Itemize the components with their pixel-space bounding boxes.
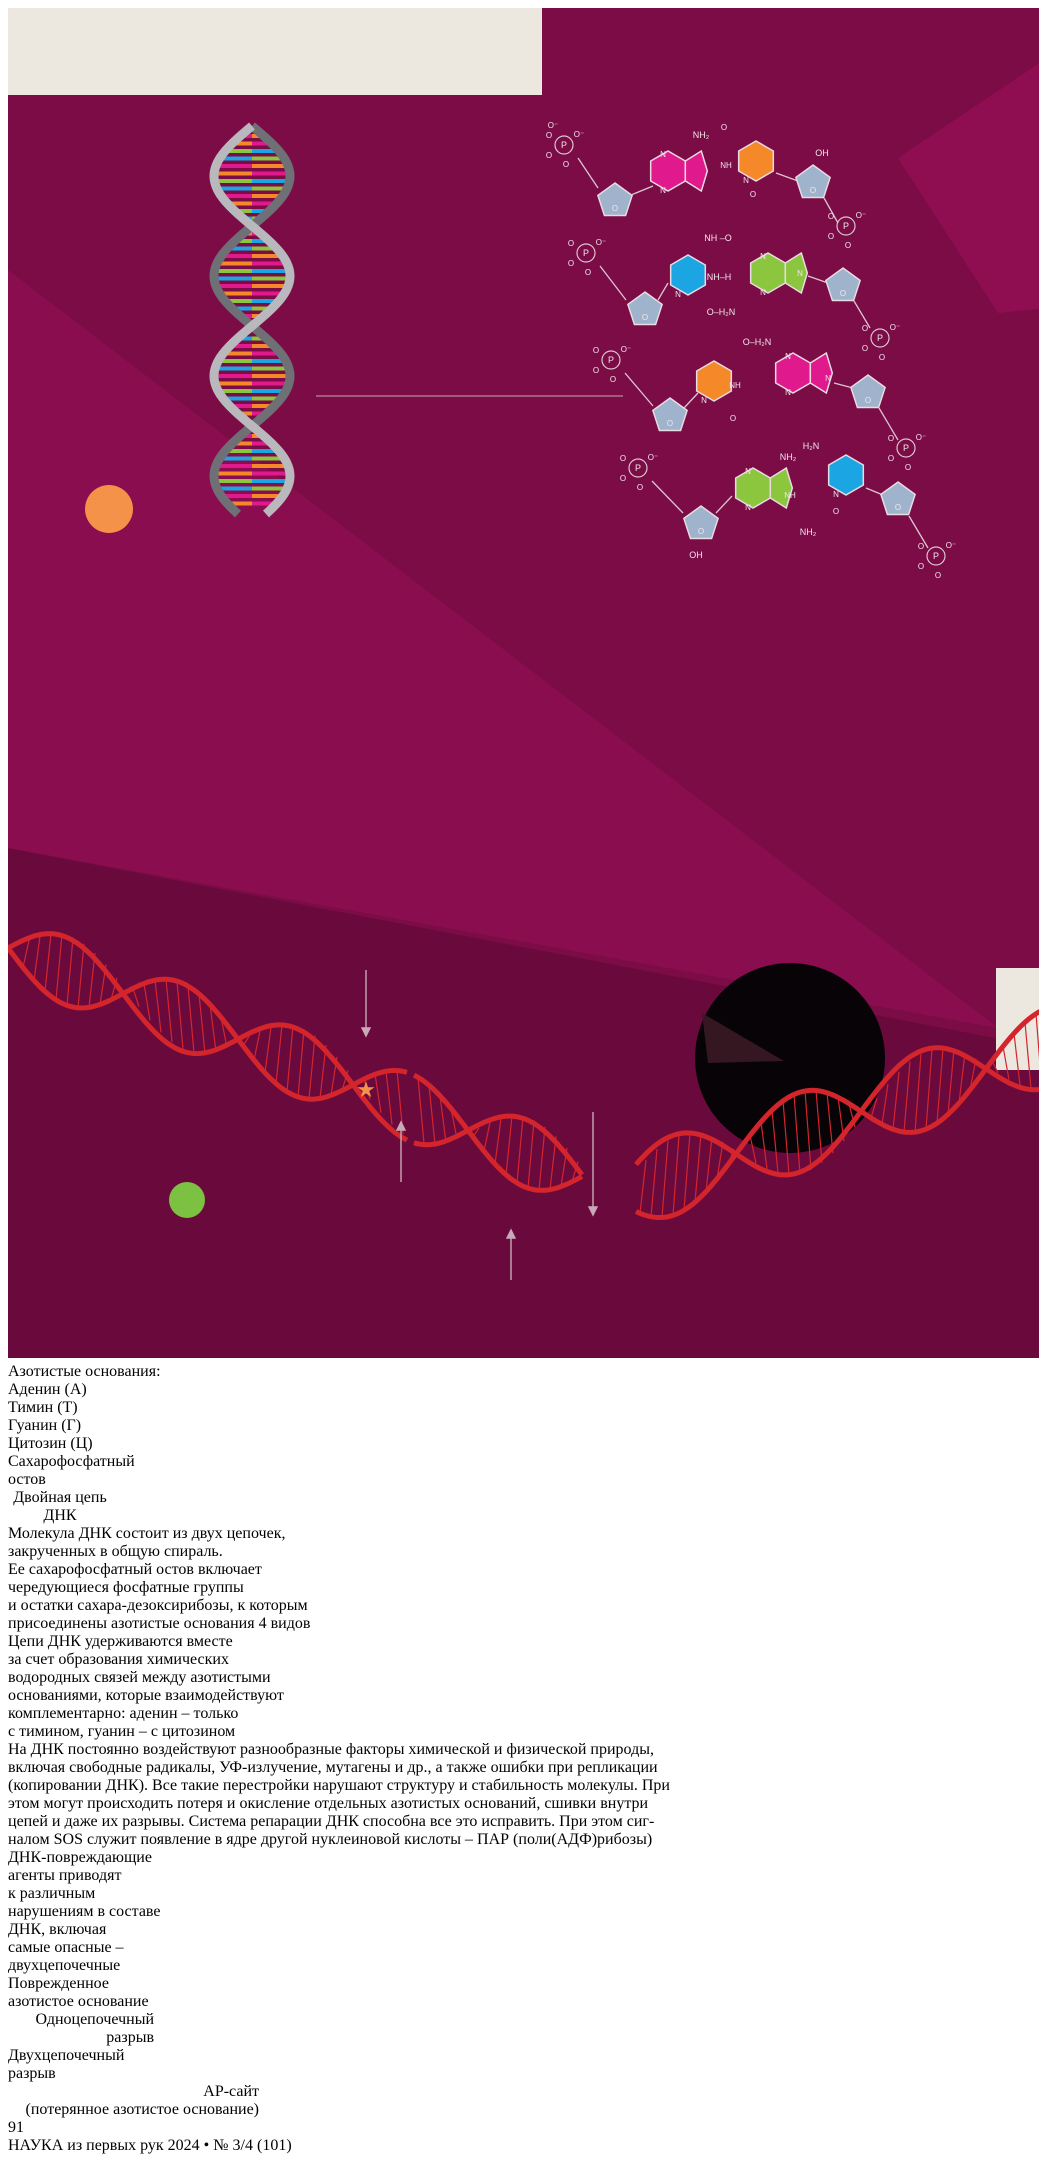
atom-label: O bbox=[861, 344, 869, 353]
atom-label: O bbox=[894, 503, 902, 512]
green-dot bbox=[169, 1182, 205, 1218]
atom-label: O–H₂N bbox=[742, 337, 772, 347]
atom-label: N bbox=[701, 396, 707, 405]
orange-dot bbox=[85, 485, 133, 533]
atom-label: O⁻ bbox=[595, 238, 607, 247]
atom-label: N bbox=[833, 490, 839, 499]
footer bbox=[8, 2137, 1031, 2155]
atom-label: N bbox=[785, 352, 791, 361]
atom-label: O⁻ bbox=[547, 121, 559, 130]
top-panel bbox=[8, 8, 542, 95]
atom-label: NH bbox=[784, 491, 796, 500]
atom-label: P bbox=[932, 551, 940, 561]
atom-label: OH bbox=[815, 148, 829, 158]
atom-label: OH bbox=[689, 550, 703, 560]
atom-label: O⁻ bbox=[945, 541, 957, 550]
atom-label: N bbox=[660, 186, 666, 195]
atom-label: O⁻ bbox=[620, 345, 632, 354]
damaged-base-label: Поврежденное азотистое основание bbox=[8, 1975, 149, 2010]
atom-label: O bbox=[887, 434, 895, 443]
atom-label: O bbox=[592, 346, 600, 355]
atom-label: O⁻ bbox=[889, 323, 901, 332]
double-strand-break-label: Двухцепочечный разрыв bbox=[8, 2047, 125, 2082]
atom-label: N bbox=[675, 290, 681, 299]
atom-label: N bbox=[743, 176, 749, 185]
background-shapes bbox=[8, 8, 1039, 1358]
atom-label: NH₂ bbox=[779, 452, 797, 462]
legend-item-thymine: Тимин (Т) bbox=[8, 1399, 78, 1416]
atom-label: O bbox=[861, 324, 869, 333]
atom-label: O bbox=[827, 212, 835, 221]
atom-label: O bbox=[832, 507, 840, 516]
atom-label: NH–H bbox=[706, 272, 732, 282]
atom-label: NH bbox=[720, 161, 732, 170]
atom-label: NH –O bbox=[704, 233, 732, 243]
nitrogen-bases-legend bbox=[8, 1363, 1031, 1453]
atom-label: O bbox=[666, 419, 674, 428]
atom-label: O bbox=[864, 396, 872, 405]
atom-label: O bbox=[720, 123, 728, 132]
atom-label: O bbox=[611, 204, 619, 213]
atom-label: O bbox=[697, 527, 705, 536]
atom-label: N bbox=[760, 252, 766, 261]
atom-label: N bbox=[797, 269, 803, 278]
atom-label: O bbox=[567, 259, 575, 268]
atom-label: P bbox=[560, 140, 568, 150]
atom-label: O bbox=[934, 571, 942, 580]
atom-label: P bbox=[876, 333, 884, 343]
atom-label: P bbox=[634, 463, 642, 473]
damaging-agents-text: ДНК-повреждающие агенты приводят к различным нарушениям в составе ДНК, включая самые опасные – двухцепочечные bbox=[8, 1849, 161, 1974]
atom-label: O⁻ bbox=[647, 453, 659, 462]
atom-label: O bbox=[545, 131, 553, 140]
atom-label: O⁻ bbox=[573, 130, 585, 139]
atom-label: N bbox=[785, 388, 791, 397]
atom-label: P bbox=[902, 443, 910, 453]
atom-label: O bbox=[592, 366, 600, 375]
atom-label: O bbox=[729, 414, 737, 423]
atom-label: O⁻ bbox=[915, 433, 927, 442]
single-strand-break-label: Одноцепочечный разрыв bbox=[35, 2011, 154, 2046]
atom-label: O bbox=[904, 463, 912, 472]
atom-label: O bbox=[641, 313, 649, 322]
atom-label: O bbox=[749, 190, 757, 199]
atom-label: O bbox=[887, 454, 895, 463]
damage-star-icon: ★ bbox=[356, 1077, 376, 1102]
atom-label: O bbox=[917, 562, 925, 571]
atom-label: O bbox=[609, 375, 617, 384]
atom-label: P bbox=[582, 248, 590, 258]
paragraph-dna-structure: Молекула ДНК состоит из двух цепочек, закрученных в общую спираль. Ее сахарофосфатный остов включает чередующиеся фосфатные группы и остатки сахара-дезоксирибозы, к которым присоединены азотистые основания 4 видов bbox=[8, 1525, 311, 1632]
backbone-label: Сахарофосфатный остов bbox=[8, 1453, 135, 1488]
atom-label: N bbox=[660, 150, 666, 159]
atom-label: O bbox=[545, 151, 553, 160]
atom-label: H₂N bbox=[802, 441, 820, 451]
atom-label: O bbox=[917, 542, 925, 551]
legend-item-guanine: Гуанин (Г) bbox=[8, 1417, 82, 1434]
atom-label: NH bbox=[729, 381, 741, 390]
atom-label: O bbox=[844, 241, 852, 250]
legend-item-adenine: Аденин (А) bbox=[8, 1381, 87, 1398]
atom-label: O bbox=[584, 268, 592, 277]
double-chain-label: Двойная цепь ДНК bbox=[13, 1489, 107, 1524]
atom-label: O bbox=[878, 353, 886, 362]
magazine-name: НАУКА из первых рук bbox=[8, 2137, 164, 2154]
ap-site-label: АР-сайт (потерянное азотистое основание) bbox=[25, 2083, 259, 2118]
legend-item-cytosine: Цитозин (Ц) bbox=[8, 1435, 93, 1452]
atom-label: N bbox=[760, 288, 766, 297]
legend-title: Азотистые основания: bbox=[8, 1363, 161, 1380]
atom-label: O bbox=[619, 474, 627, 483]
paragraph-dna-bonds: Цепи ДНК удерживаются вместе за счет образования химических водородных связей между азотистыми основаниями, которые взаимодействуют комплементарно: аденин – только с тимином, гуанин – с цитозином bbox=[8, 1633, 284, 1740]
atom-label: O bbox=[619, 454, 627, 463]
atom-label: O bbox=[809, 186, 817, 195]
atom-label: O bbox=[827, 232, 835, 241]
atom-label: P bbox=[607, 355, 615, 365]
atom-label: NH₂ bbox=[799, 527, 817, 537]
issue-number: 2024 • № 3/4 (101) bbox=[167, 2137, 292, 2154]
atom-label: O bbox=[562, 160, 570, 169]
magazine-page bbox=[8, 8, 1031, 2155]
dna-damage-paragraph: На ДНК постоянно воздействуют разнообразные факторы химической и физической природы, включая свободные радикалы, УФ-излучение, мутагены и др., а также ошибки при репликации (копировании ДНК). Все такие перестройки нарушают структуру и стабильность молекулы. При этом могут происходить потеря и окисление отдельных азотистых оснований, сшивки внутри цепей и даже их разрывы. Система репарации ДНК способна все это исправить. При этом сиг- налом SOS служит появление в ядре другой нуклеиновой кислоты – ПАР (поли(АДФ)рибозы) bbox=[8, 1741, 670, 1848]
atom-label: P bbox=[842, 221, 850, 231]
atom-label: O⁻ bbox=[855, 211, 867, 220]
page-number: 91 bbox=[8, 2119, 24, 2136]
atom-label: O bbox=[636, 483, 644, 492]
atom-label: O bbox=[567, 239, 575, 248]
atom-label: O bbox=[839, 289, 847, 298]
atom-label: N bbox=[825, 374, 831, 383]
atom-label: NH₂ bbox=[692, 130, 710, 140]
atom-label: N bbox=[745, 467, 751, 476]
atom-label: N bbox=[745, 503, 751, 512]
atom-label: O–H₂N bbox=[706, 307, 736, 317]
